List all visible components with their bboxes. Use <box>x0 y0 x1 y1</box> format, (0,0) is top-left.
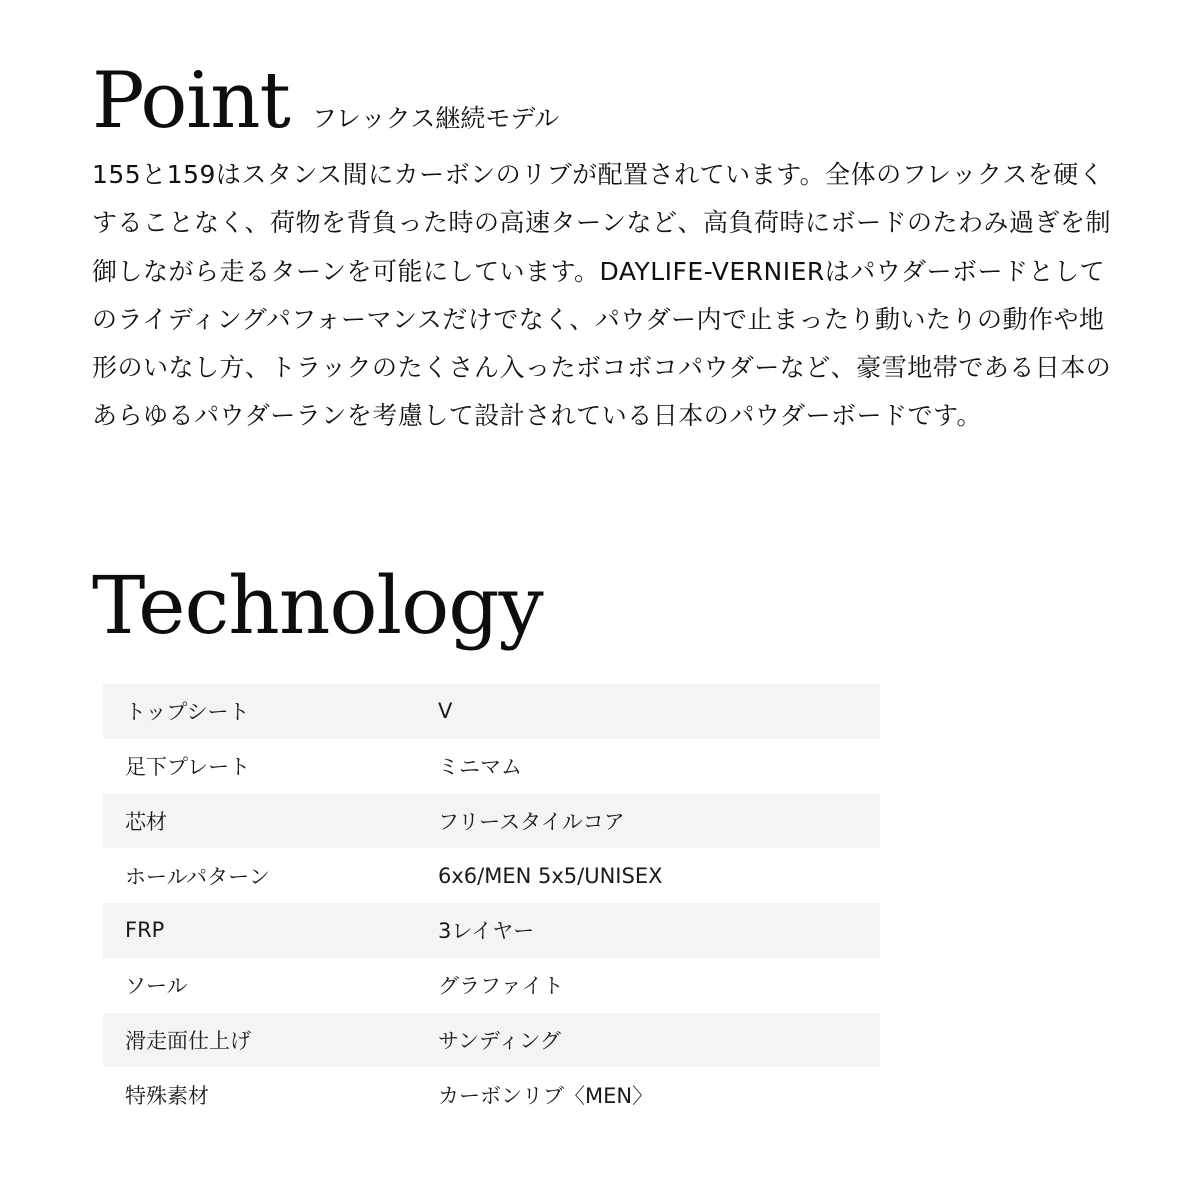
spec-label: トップシート <box>125 700 250 725</box>
spec-row-core <box>103 794 880 849</box>
point-title: Point <box>92 56 290 146</box>
spec-row-plate <box>103 739 880 794</box>
point-subtitle: フレックス継続モデル <box>311 104 560 133</box>
spec-label: 特殊素材 <box>125 1083 209 1108</box>
spec-row-base-finish <box>103 1013 880 1068</box>
spec-label: 芯材 <box>125 809 167 834</box>
point-heading <box>92 56 560 146</box>
spec-value: V <box>438 699 453 724</box>
spec-value: ミニマム <box>438 755 522 780</box>
spec-label: ソール <box>125 974 188 999</box>
spec-label: 足下プレート <box>125 755 251 780</box>
spec-value: 6x6/MEN 5x5/UNISEX <box>438 863 663 888</box>
technology-spec-table <box>103 684 880 1122</box>
spec-row-sole <box>103 958 880 1013</box>
spec-value: グラファイト <box>438 974 564 999</box>
spec-row-special-material <box>103 1067 880 1122</box>
point-description: 155と159はスタンス間にカーボンのリブが配置されています。全体のフレックスを硬くすることなく、荷物を背負った時の高速ターンなど、高負荷時にボードのたわみ過ぎを制御しながら走るターンを可能にしています。DAYLIFE-VERNIERはパウダーボードとしてのライディングパフォーマンスだけでなく、パウダー内で止まったり動いたりの動作や地形のいなし方、トラックのたくさん入ったボコボコパウダーなど、豪雪地帯である日本のあらゆるパウダーランを考慮して設計されている日本のパウダーボードです。 <box>92 160 1112 431</box>
spec-value: カーボンリブ〈MEN〉 <box>438 1083 654 1108</box>
spec-value: 3レイヤー <box>438 919 535 944</box>
spec-row-topsheet <box>103 684 880 739</box>
spec-value: サンディング <box>438 1028 561 1053</box>
spec-label: 滑走面仕上げ <box>125 1028 251 1053</box>
spec-label: FRP <box>125 918 165 943</box>
spec-value: フリースタイルコア <box>438 809 625 834</box>
spec-label: ホールパターン <box>125 864 270 889</box>
spec-row-hole-pattern <box>103 848 880 903</box>
spec-row-frp <box>103 903 880 958</box>
technology-title: Technology <box>92 559 543 652</box>
